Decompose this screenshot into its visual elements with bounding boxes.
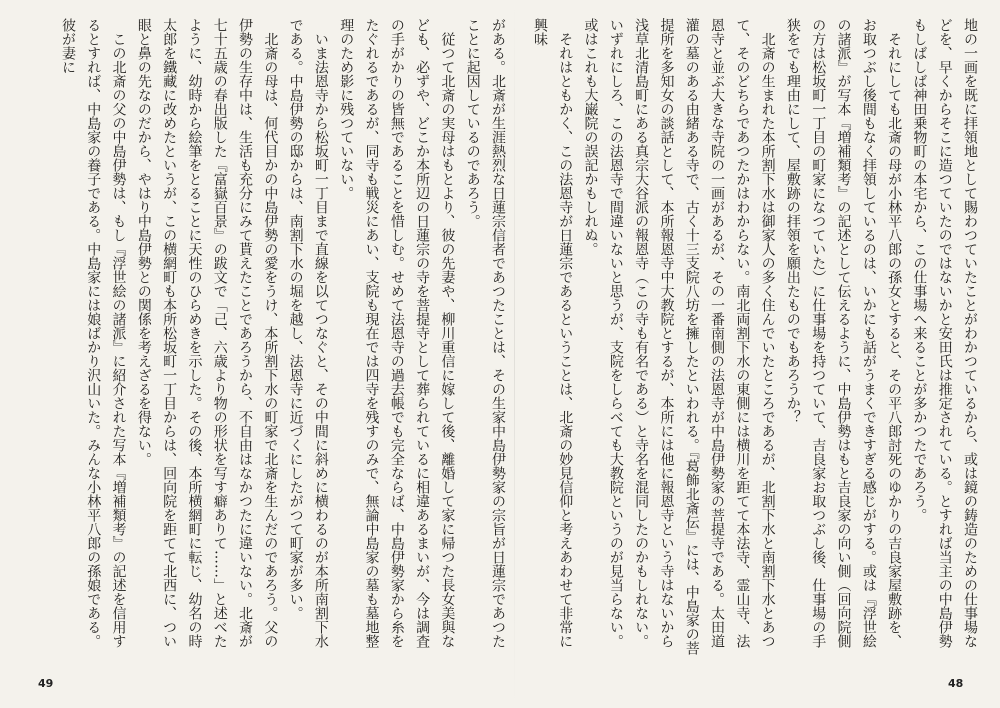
page-gutter	[514, 0, 515, 708]
paragraph: それにしても北斎の母が小林平八郎の孫女とすると、その平八郎討死のゆかりの吉良家屋敷跡を、お取つぶし後間もなく拝領しているのは、いかにも話がうまくできすぎる感じがする。或は『浮世絵の諸派』が写本『増補類考』の記述として伝えるように、中島伊勢はもと吉良家の向い側（回向院側の方は松坂町一丁目の町家になつていた）に仕事場を持つていて、吉良家お取つぶし後、仕事場の手狭をでも理由にして、屋敷跡の拝領を願出たものでもあろうか？	[784, 18, 903, 648]
page-left-text	[24, 18, 510, 658]
page-number-right: 48	[948, 677, 964, 690]
paragraph: この北斎の父の中島伊勢は、もし『浮世絵の諸派』に紹介された写本『増補類考』の記述を信用するとすれば、中島家の養子である。中島家には娘ばかり沢山いた。みんな小林平八郎の孫娘である。彼が妻に	[59, 18, 127, 648]
paragraph: 従つて北斎の実母はもとより、彼の先妻や、柳川重信に嫁して後、離婚して家に帰つた長女美與なども、必ずや、どこか本所辺の日蓮宗の寺を菩提寺として葬られているに相違あるまいが、今は調査の手がかりの皆無であることを惜しむ。せめて法恩寺の過去帳でも完全ならば、中島伊勢家から糸をたぐれるであるが、同寺も戦災にあい、支院も現在では四寺を残すのみで、無論中島家の墓も墓地整理のため影に残つていない。	[338, 18, 456, 648]
paragraph: 地の一画を既に拝領地として賜わつていたことがわかつているから、或は鏡の鋳造のための仕事場などを、早くからそこに造つていたのではないかと安田氏は推定されている。とすれば当主の中島伊勢もしばしば神田乗物町の本宅から、この仕事場へ来ることが多かつたであろう。	[911, 18, 978, 648]
paragraph: それはともかく、この法恩寺が日蓮宗であるということは、北斎の妙見信仰と考えあわせて非常に興味	[531, 18, 574, 648]
page-right-text	[522, 18, 982, 658]
paragraph: いま法恩寺から松坂町一丁目まで直線を以てつなぐと、その中間に斜めに横わるのが本所南割下水である。中島伊勢の邸からは、南割下水の堀を越し、法恩寺に近づくにしたがつて町家が多い。	[287, 18, 329, 648]
paragraph: 北斎の母は、何代目かの中島伊勢の愛をうけ、本所割下水の町家で北斎を生んだのであろう。父の伊勢の生存中は、生活も充分にみて貰えたことであろうから、不自由はなかつたに違いない。北斎が七十五歳の春出版した『富嶽百景』の跋文で「己、六歳より物の形状を写す癖ありて……」と述べたように、幼時から絵筆をとることに天性のひらめきを示した。その後、本所横網町に転じ、幼名の時太郎を鐵藏に改めたというが、この横網町も本所松坂町一丁目からは、回向院を距てて北西に、つい眼と鼻の先なのだから、やはり中島伊勢との関係を考えざるを得ない。	[135, 18, 279, 648]
paragraph: 北斎の生まれた本所割下水は御家人の多く住んでいたところであるが、北割下水と南割下水とあつて、そのどちらであつたかはわからない。南北両割下水の東側には横川を距てて本法寺、霊山寺、法恩寺と並ぶ大きな寺院の一画があるが、その一番南側の法恩寺が中島伊勢家の菩提寺である。太田道灌の墓のある由緒ある寺で、古く十三支院八坊を擁したといわれる。『葛飾北斎伝』には、中島家の菩提所を多知女の談話として、本所報恩寺中大教院とするが、本所には他に報恩寺という寺はないから浅草北清島町にある真宗大谷派の報恩寺（この寺も有名である）と寺名を混同したのかもしれない。いずれにしろ、この法恩寺で間違いないと思うが、支院をしらべても大教院というのが見当らない。或はこれも大巌院の誤記かもしれぬ。	[582, 18, 776, 655]
paragraph: がある。北斎が生涯熱烈な日蓮宗信者であつたことは、その生家中島伊勢家の宗旨が日蓮宗であつたことに起因しているのであろう。	[464, 18, 506, 648]
page-number-left: 49	[38, 677, 54, 690]
